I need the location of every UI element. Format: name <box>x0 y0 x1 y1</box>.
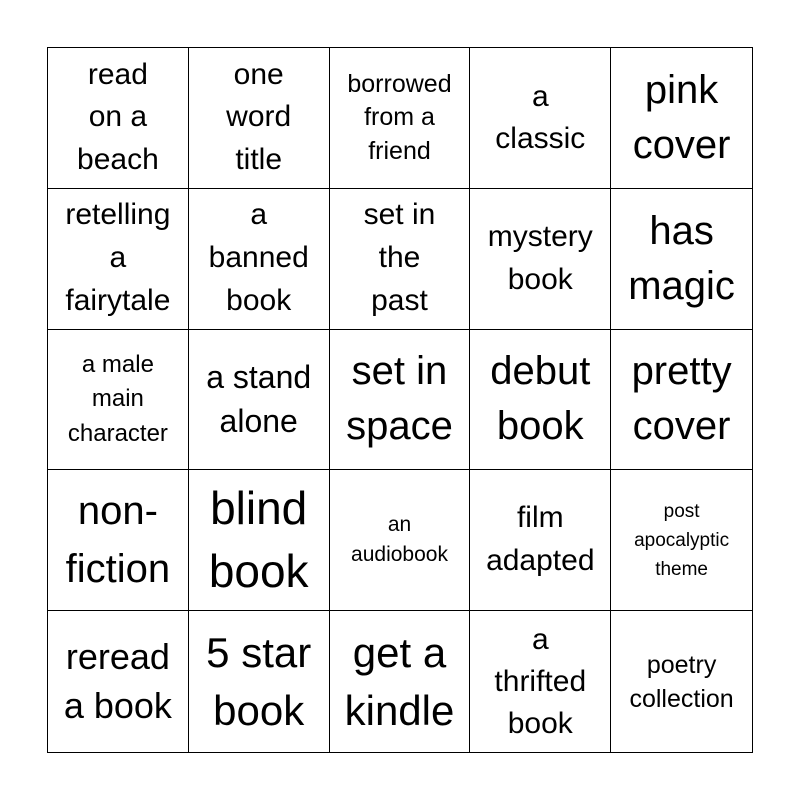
bingo-cell[interactable] <box>189 611 330 752</box>
bingo-cell[interactable] <box>611 189 752 330</box>
bingo-cell[interactable] <box>330 611 471 752</box>
cell-label: pink cover <box>632 67 731 167</box>
bingo-cell[interactable] <box>48 189 189 330</box>
bingo-cell[interactable] <box>189 189 330 330</box>
cell-label: set in the past <box>363 198 436 318</box>
bingo-cell[interactable] <box>189 470 330 611</box>
cell-label: read on a beach <box>77 57 159 177</box>
bingo-board <box>47 47 753 753</box>
cell-label: poetry collection <box>629 650 734 713</box>
bingo-cell[interactable] <box>470 189 611 330</box>
cell-label: film adapted <box>486 501 595 578</box>
cell-label: get a kindle <box>344 628 455 734</box>
cell-label: 5 star book <box>206 628 312 734</box>
bingo-cell[interactable] <box>611 48 752 189</box>
cell-label: pretty cover <box>631 349 732 449</box>
bingo-cell[interactable] <box>470 611 611 752</box>
cell-label: a male main character <box>67 351 168 447</box>
cell-label: retelling a fairytale <box>65 198 171 318</box>
cell-label: debut book <box>490 349 591 449</box>
cell-label: set in space <box>346 349 453 449</box>
bingo-cell[interactable] <box>189 48 330 189</box>
bingo-cell[interactable] <box>611 470 752 611</box>
cell-label: a stand alone <box>206 358 312 440</box>
bingo-cell[interactable] <box>48 330 189 471</box>
cell-label: borrowed from a friend <box>347 69 452 165</box>
bingo-cell[interactable] <box>330 330 471 471</box>
bingo-cell[interactable] <box>48 48 189 189</box>
cell-label: reread a book <box>63 635 172 726</box>
bingo-cell[interactable] <box>611 611 752 752</box>
bingo-cell[interactable] <box>470 330 611 471</box>
cell-label: non- fiction <box>65 489 171 592</box>
cell-label: blind book <box>208 482 309 598</box>
bingo-cell[interactable] <box>189 330 330 471</box>
cell-label: one word title <box>226 57 292 177</box>
bingo-cell[interactable] <box>330 189 471 330</box>
bingo-cell[interactable] <box>470 48 611 189</box>
cell-label: mystery book <box>487 219 593 296</box>
cell-label: a banned book <box>208 198 309 318</box>
cell-label: post apocalyptic theme <box>634 500 730 580</box>
cell-label: a thrifted book <box>494 622 587 740</box>
cell-label: has magic <box>628 208 735 308</box>
bingo-cell[interactable] <box>330 470 471 611</box>
cell-label: a classic <box>495 79 586 155</box>
cell-label: an audiobook <box>351 512 448 567</box>
bingo-cell[interactable] <box>48 470 189 611</box>
bingo-cell[interactable] <box>48 611 189 752</box>
bingo-cell[interactable] <box>330 48 471 189</box>
bingo-cell[interactable] <box>611 330 752 471</box>
bingo-cell[interactable] <box>470 470 611 611</box>
